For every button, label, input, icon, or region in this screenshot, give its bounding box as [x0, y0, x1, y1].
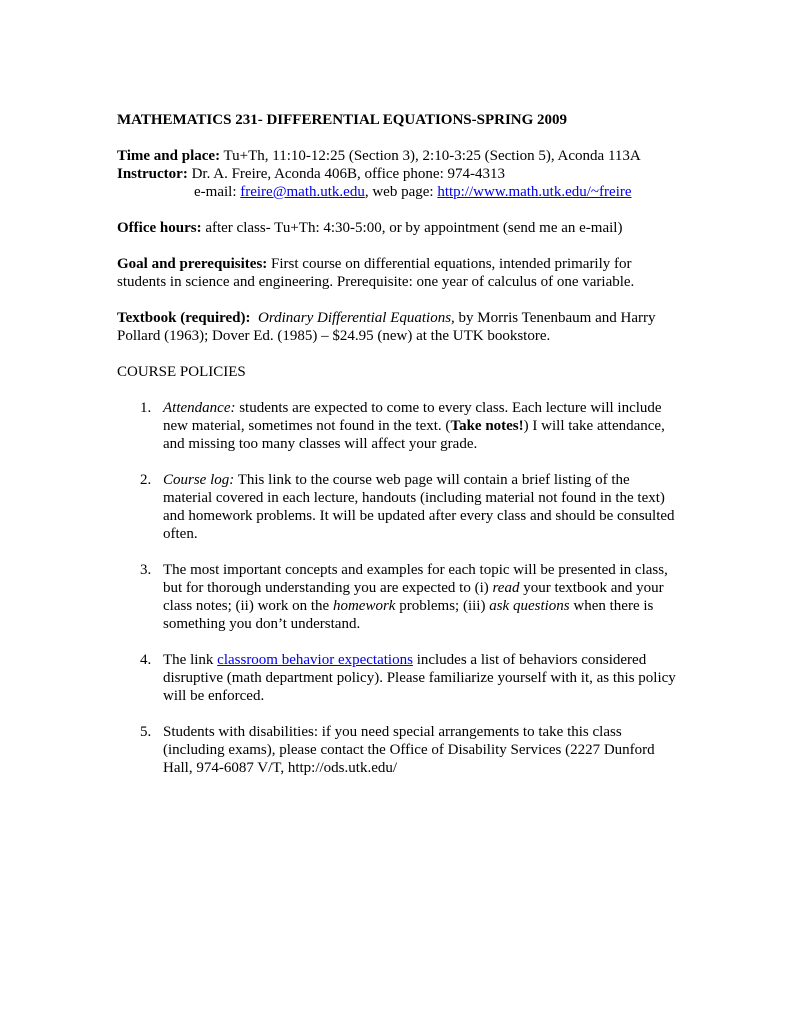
goal-prerequisites: [117, 255, 677, 291]
policy-item-disabilities: [117, 723, 677, 777]
office-hours-text: after class- Tu+Th: 4:30-5:00, or by appointment (send me an e-mail): [201, 220, 623, 236]
goal-label: Goal and prerequisites:: [117, 256, 268, 272]
policy-number: 1.: [140, 400, 152, 416]
policy-text: problems; (iii): [395, 598, 490, 614]
take-notes-emphasis: Take notes!: [450, 418, 524, 434]
instructor-line: [117, 165, 677, 183]
policy-number: 4.: [140, 652, 152, 668]
policy-text: This link to the course web page will contain a brief listing of the material covered in each lecture, handouts (including material not found in the text) and homework problems. It will be updated after every class and should be consulted often.: [163, 472, 675, 542]
textbook: [117, 309, 677, 345]
policies-heading: COURSE POLICIES: [117, 364, 246, 380]
time-place-label: Time and place:: [117, 148, 221, 164]
textbook-title: Ordinary Differential Equations: [257, 310, 452, 326]
email-prefix: e-mail:: [194, 184, 241, 200]
policy-item-behavior: [117, 651, 677, 705]
policy-item-course-log: [117, 471, 677, 543]
policy-text: The most important concepts and examples for each topic will be presented in class, but for thorough understanding you are expected to (i): [163, 562, 668, 596]
office-hours: [117, 219, 677, 237]
time-place-line: [117, 147, 677, 165]
policy-number: 3.: [140, 562, 152, 578]
emphasis-homework: homework: [332, 598, 396, 614]
policy-term: Course log:: [163, 472, 235, 488]
policy-text: The link: [163, 652, 218, 668]
course-info: [117, 147, 677, 201]
policy-text: ) I will take attendance, and missing too many classes will affect your grade.: [163, 418, 665, 452]
web-page-link[interactable]: http://www.math.utk.edu/~freire: [437, 184, 632, 200]
emphasis-read: read: [492, 580, 520, 596]
contact-line: [117, 183, 677, 201]
web-prefix: , web page:: [364, 184, 438, 200]
emphasis-ask-questions: ask questions: [489, 598, 570, 614]
policy-text: your textbook and your class notes; (ii) work on the: [163, 580, 664, 614]
policy-number: 2.: [140, 472, 152, 488]
policy-text: when there is something you don’t understand.: [163, 598, 654, 632]
course-title: MATHEMATICS 231- DIFFERENTIAL EQUATIONS-SPRING 2009: [117, 112, 568, 128]
goal-text: First course on differential equations, intended primarily for students in science and engineering. Prerequisite: one year of calculus of one variable.: [117, 256, 635, 290]
instructor-label: Instructor:: [117, 166, 188, 182]
textbook-text: , by Morris Tenenbaum and Harry Pollard (1963); Dover Ed. (1985) – $24.95 (new) at the UTK bookstore.: [117, 310, 656, 344]
instructor-text: Dr. A. Freire, Aconda 406B, office phone: 974-4313: [187, 166, 505, 182]
policy-text: Students with disabilities: if you need special arrangements to take this class (including exams), please contact the Office of Disability Services (2227 Dunford Hall, 974-6087 V/T, http://ods.utk.edu/: [163, 724, 655, 776]
syllabus-page: [117, 111, 677, 795]
policy-term: Attendance:: [163, 400, 236, 416]
classroom-behavior-link[interactable]: classroom behavior expectations: [217, 652, 413, 668]
email-link[interactable]: freire@math.utk.edu: [240, 184, 365, 200]
policy-item-concepts: [117, 561, 677, 633]
policy-text: students are expected to come to every class. Each lecture will include new material, sometimes not found in the text. (: [163, 400, 662, 434]
policy-number: 5.: [140, 724, 152, 740]
policy-item-attendance: [117, 399, 677, 453]
office-hours-label: Office hours:: [117, 220, 202, 236]
textbook-label: Textbook (required):: [117, 310, 251, 326]
policy-text: includes a list of behaviors considered disruptive (math department policy). Please familiarize yourself with it, as this policy will be enforced.: [163, 652, 676, 704]
time-place-text: Tu+Th, 11:10-12:25 (Section 3), 2:10-3:25 (Section 5), Aconda 113A: [220, 148, 641, 164]
policies-list: [117, 399, 677, 777]
